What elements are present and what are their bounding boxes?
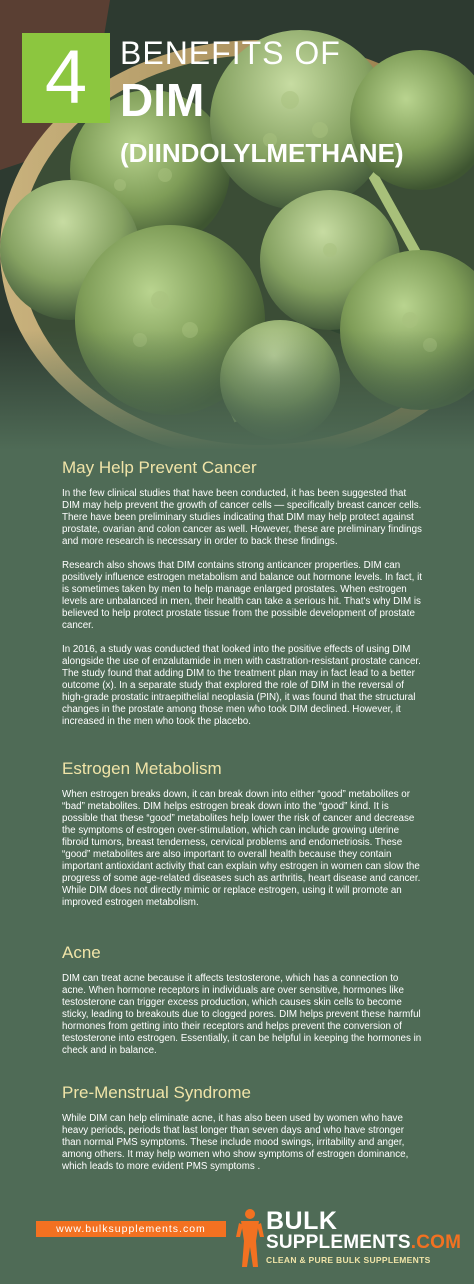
section-cancer bbox=[62, 458, 424, 728]
section-paragraph: While DIM can help eliminate acne, it has also been used by women who have heavy periods, periods that last longer than seven days and who have stronger than normal PMS symptoms. These include mood swings, irritability and anger, among others. It may help women who show symptoms of estrogen dominance, which leads to more evident PMS symptoms . bbox=[62, 1113, 409, 1172]
title-line-1: BENEFITS OF bbox=[120, 35, 341, 71]
strongman-icon bbox=[236, 1207, 264, 1269]
logo-supplements-text: SUPPLEMENTS bbox=[266, 1232, 411, 1253]
section-heading: Acne bbox=[62, 943, 101, 962]
footer bbox=[0, 1195, 474, 1284]
logo-word-supplements bbox=[266, 1232, 461, 1254]
section-paragraph: DIM can treat acne because it affects testosterone, which has a connection to acne. When hormone receptors in individuals are over sensitive, hormones like testosterone can trigger excess production, which causes skin cells to become sticky, leading to breakouts due to clogged pores. DIM helps prevent these harmful hormones from getting into their receptors and helps prevent the conversion of testosterone into estrogen. Essentially, it can be helpful in keeping the hormones in check and in balance. bbox=[62, 973, 422, 1056]
section-heading: May Help Prevent Cancer bbox=[62, 458, 257, 477]
title-block bbox=[22, 33, 462, 168]
section-heading: Estrogen Metabolism bbox=[62, 759, 222, 778]
website-url[interactable]: www.bulksupplements.com bbox=[56, 1223, 206, 1235]
title-line-2 bbox=[120, 74, 462, 169]
website-link[interactable] bbox=[36, 1221, 226, 1237]
title-main: DIM bbox=[120, 74, 205, 126]
benefit-count: 4 bbox=[44, 35, 88, 120]
hero-broccoli-image bbox=[0, 0, 474, 450]
section-paragraph: In 2016, a study was conducted that looked into the positive effects of using DIM alongside the use of enzalutamide in men with castration-resistant prostate cancer. The study found that adding DIM to the treatment plan may in fact lead to a better outcome (x). In a separate study that explored the role of DIM in the reversal of high-grade prostatic intraepithelial neoplasia (PIN), it was found that the structural changes in the prostate among those men who took DIM declined. However, it increased in the men who took the placebo. bbox=[62, 644, 421, 727]
logo-com-text: .COM bbox=[410, 1232, 462, 1253]
title-subtitle: (DIINDOLYLMETHANE) bbox=[120, 138, 404, 168]
logo-tagline: CLEAN & PURE BULK SUPPLEMENTS bbox=[266, 1255, 431, 1265]
logo-word-bulk: BULK bbox=[266, 1207, 338, 1235]
section-paragraph: In the few clinical studies that have been conducted, it has been suggested that DIM may help prevent the growth of cancer cells — specifically breast cancer cells. There have been preliminary studies indicating that DIM may help protect against prostate, ovarian and colon cancer as well. However, these are preliminary findings and more research is necessary in order to back these findings. bbox=[62, 488, 422, 547]
bulk-supplements-logo[interactable] bbox=[236, 1205, 466, 1275]
section-estrogen bbox=[62, 759, 424, 909]
section-acne bbox=[62, 943, 424, 1057]
number-badge bbox=[22, 33, 110, 123]
section-heading: Pre-Menstrual Syndrome bbox=[62, 1083, 251, 1102]
section-paragraph: Research also shows that DIM contains strong anticancer properties. DIM can positively influence estrogen metabolism and balance out hormone levels. In fact, it is sometimes taken by men to help manage enlarged prostates. When estrogen levels are unbalanced in men, their health can take a serious hit. That's why DIM is believed to help protect prostate tissue from the possible development of prostate cancer. bbox=[62, 560, 422, 631]
section-pms bbox=[62, 1083, 424, 1173]
section-paragraph: When estrogen breaks down, it can break down into either “good” metabolites or “bad” metabolites. DIM helps estrogen break down into the “good” kind. It is possible that these “good” metabolites help lower the risk of cancer and decrease the symptoms of estrogen over-stimulation, which can include growing uterine fibroid tumors, breast tenderness, cervical problems and endometriosis. These “good” metabolites are also important to overall health because they contain important antioxidant activity that can explain why estrogen in women can slow the progress of some age-related diseases such as arthritis, heart disease and cancer. While DIM does not directly mimic or replace estrogen, using it will promote an improved estrogen metabolism. bbox=[62, 789, 421, 908]
